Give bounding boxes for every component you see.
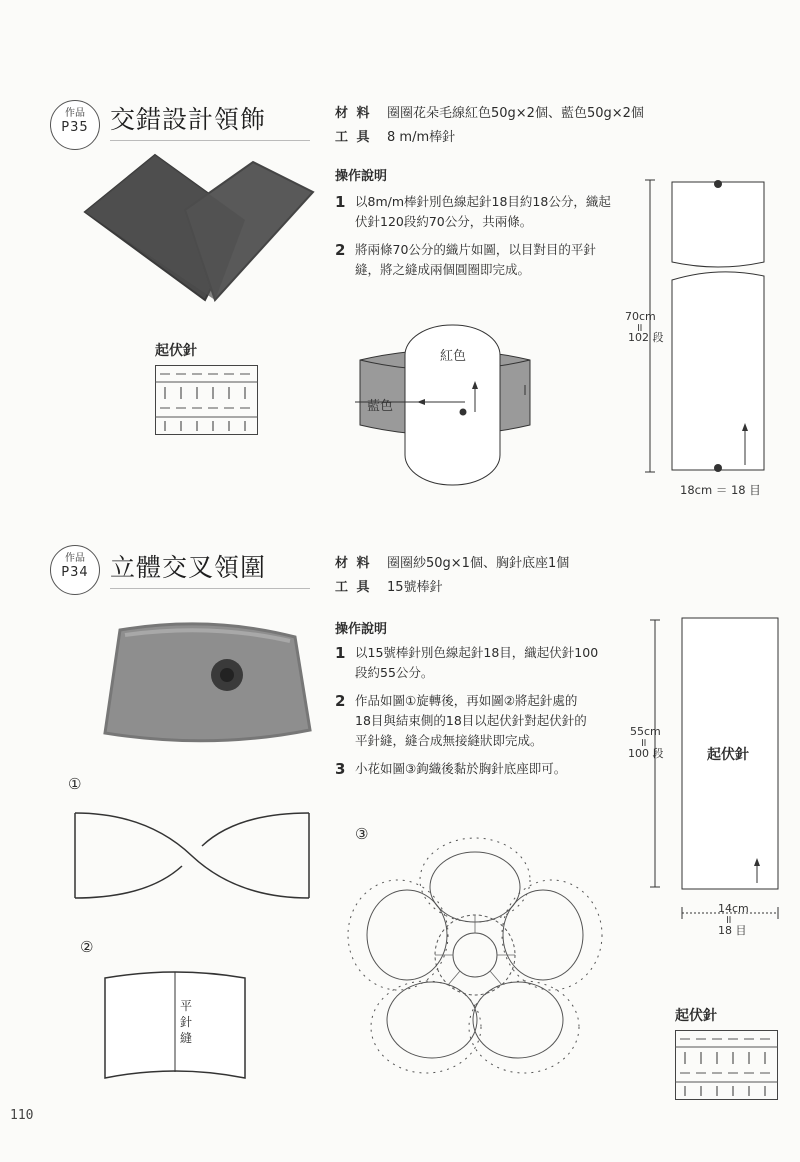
width-rows-2: 18 目 <box>718 924 747 937</box>
width-cm-2: 14cm <box>718 902 749 915</box>
length-cm-2: 55cm <box>630 725 661 738</box>
project1-title: 交錯設計領飾 <box>110 105 267 134</box>
badge-label: 作品 <box>65 553 85 564</box>
stitch-chart-1 <box>155 365 258 435</box>
project1-badge <box>50 100 100 150</box>
label-blue: 藍色 <box>367 399 394 414</box>
materials-value: 圈圈紗50g×1個、胸針底座1個 <box>387 556 570 571</box>
instructions-heading: 操作說明 <box>335 622 388 637</box>
diagram2-marker: ② <box>80 938 94 956</box>
stitch-chart-label: 起伏針 <box>155 343 197 359</box>
badge-label: 作品 <box>65 108 85 119</box>
tools-value: 8 m/m棒針 <box>387 130 456 145</box>
page-number: 110 <box>10 1108 34 1123</box>
crochet-flower-diagram <box>330 835 620 1075</box>
project1-photo <box>85 150 315 310</box>
panel-label: 起伏針 <box>707 747 749 763</box>
badge-code: P35 <box>61 120 89 135</box>
seam-label: 平針縫 <box>180 999 193 1045</box>
project2-steps <box>335 643 635 779</box>
project1-meta <box>335 102 655 150</box>
project1-steps <box>335 192 635 280</box>
tools-key: 工 具 <box>335 130 372 145</box>
width-label-1: 18cm ＝ 18 目 <box>680 483 761 497</box>
panel-diagram-2 <box>645 615 785 925</box>
equals-3: ॥ <box>725 913 732 926</box>
materials-value: 圈圈花朵毛線紅色50g×2個、藍色50g×2個 <box>387 106 644 121</box>
step-1: 1 以15號棒針別色線起針18目，織起伏針100 段約55公分。 <box>335 644 599 680</box>
materials-key: 材 料 <box>335 556 372 571</box>
diagram1-marker: ① <box>68 775 82 793</box>
tools-key: 工 具 <box>335 580 372 595</box>
length-cm-1: 70cm <box>625 310 656 323</box>
equals-1: ॥ <box>636 321 643 334</box>
step-2: 2 將兩條70公分的織片如圖，以目對目的平針 縫，將之縫成兩個圓圈即完成。 <box>335 241 596 277</box>
tools-value: 15號棒針 <box>387 580 443 595</box>
twist-diagram <box>72 808 312 903</box>
title-underline <box>110 588 310 589</box>
length-rows-1: 102 段 <box>628 331 664 344</box>
title-underline <box>110 140 310 141</box>
project2-badge <box>50 545 100 595</box>
instructions-heading: 操作說明 <box>335 169 388 184</box>
badge-code: P34 <box>61 565 89 580</box>
label-red: 紅色 <box>440 349 467 364</box>
step-1: 1 以8m/m棒針別色線起針18目約18公分，織起 伏針120段約70公分，共兩條。 <box>335 193 611 229</box>
project2-title: 立體交叉領圍 <box>110 553 267 582</box>
step-3: 3 小花如圖③鉤織後黏於胸針底座即可。 <box>335 760 567 778</box>
project2-photo <box>105 615 315 750</box>
diagram3-marker: ③ <box>355 825 369 843</box>
equals-2: ॥ <box>640 736 647 749</box>
stitch-chart-2 <box>675 1030 778 1100</box>
panel-diagram-1 <box>640 180 770 480</box>
seam-diagram <box>100 968 250 1083</box>
stitch-chart-label: 起伏針 <box>675 1008 717 1024</box>
length-rows-2: 100 段 <box>628 747 664 760</box>
materials-key: 材 料 <box>335 106 372 121</box>
step-2: 2 作品如圖①旋轉後，再如圖②將起針處的 18目與結束側的18目以起伏針對起伏針的 平針縫，縫合成無接縫狀即完成。 <box>335 692 587 748</box>
project2-meta <box>335 552 655 600</box>
